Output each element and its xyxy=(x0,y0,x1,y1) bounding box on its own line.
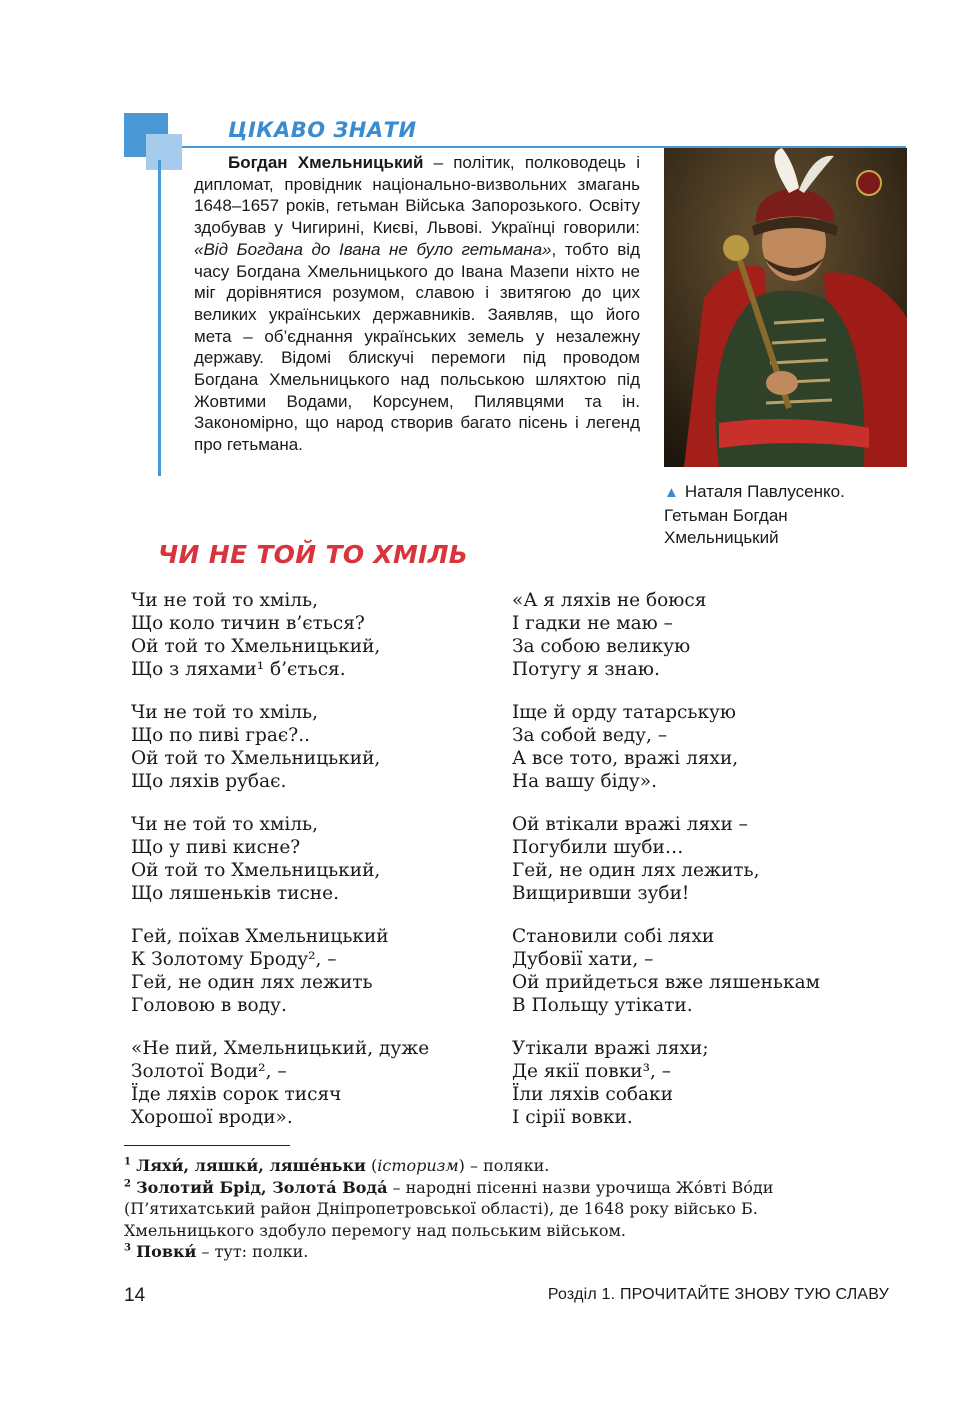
poem-line: В Польщу утікати. xyxy=(512,995,693,1016)
stanza xyxy=(512,701,872,793)
poem-title: ЧИ НЕ ТОЙ ТО ХМІЛЬ xyxy=(158,540,469,569)
poem-line: І гадки не маю – xyxy=(512,613,673,634)
poem-line: Вищиривши зуби! xyxy=(512,883,690,904)
portrait-image xyxy=(664,148,907,467)
footnote-number: 3 xyxy=(124,1242,131,1254)
poem-line: Іще й орду татарськую xyxy=(512,702,737,723)
poem-line: Що ляшеньків тисне. xyxy=(131,883,339,904)
info-box-text-part-2: , тобто від часу Богдана Хмельницького до Івана Мазепи ніхто не міг дорівнятися розумом, славою і звитягою до цих великих українських державників. Заявляв, що його мета – об’єднання українських земель у незалежну державу. Відомі блискучі перемоги під проводом Богдана Хмельницького над польською шляхтою під Жовтими Водами, Корсунем, Пилявцями та ін. Закономірно, що народ створив багато пісень і легенд про гетьмана. xyxy=(194,239,640,455)
poem-line: Ой той то Хмельницький, xyxy=(131,860,381,881)
info-box-marker-light xyxy=(146,134,182,170)
footnote-2 xyxy=(124,1177,864,1242)
info-box-vertical-rule xyxy=(158,160,161,476)
triangle-icon: ▲ xyxy=(664,484,679,501)
poem-line: Дубовії хати, – xyxy=(512,949,654,970)
poem-line: Гей, не один лях лежить, xyxy=(512,860,760,881)
poem-line: Чи не той то хміль, xyxy=(131,814,318,835)
poem-line: Ой той то Хмельницький, xyxy=(131,748,381,769)
footnote-definition: – народні пісенні назви урочища Жо́вті Во́ди (П’ятихатський район Дніпропетровської області), де 1648 року військо Б. Хмельницького здобуло перемогу над польським військом. xyxy=(124,1177,774,1240)
poem-line: За собою великую xyxy=(512,636,691,657)
info-box-name: Богдан Хмельницький xyxy=(228,153,424,172)
poem-line: Хорошої вроди». xyxy=(131,1107,293,1128)
info-box-quote: «Від Богдана до Івана не було гетьмана» xyxy=(194,239,552,259)
stanza xyxy=(512,589,872,681)
poem-line: Становили собі ляхи xyxy=(512,926,715,947)
poem-line: Де якії повки³, – xyxy=(512,1061,672,1082)
page-number: 14 xyxy=(124,1285,146,1306)
poem-column-left xyxy=(131,589,491,1149)
footnote-note: історизм xyxy=(377,1156,459,1175)
poem-line: Утікали вражі ляхи; xyxy=(512,1038,709,1059)
poem-line: Що ляхів рубає. xyxy=(131,771,287,792)
stanza xyxy=(131,925,491,1017)
stanza xyxy=(131,1037,491,1129)
caption-line-2: Гетьман Богдан xyxy=(664,505,788,525)
poem-line: Золотої Води², – xyxy=(131,1061,287,1082)
poem-line: Ой втікали вражі ляхи – xyxy=(512,814,748,835)
poem-line: Ой той то Хмельницький, xyxy=(131,636,381,657)
footnote-number: 2 xyxy=(124,1178,131,1190)
info-box-text-part-1: – політик, полководець і дипломат, провідник національно-визвольних змагань 1648–1657 років, гетьман Війська Запорозького. Освіту здобував у Чигирині, Києві, Львові. Українці говорили: xyxy=(194,153,640,238)
poem-line: Гей, не один лях лежить xyxy=(131,972,373,993)
footnote-number: 1 xyxy=(124,1156,131,1168)
poem-line: Що з ляхами¹ б’ється. xyxy=(131,659,346,680)
poem-line: Що у пиві кисне? xyxy=(131,837,301,858)
footnote-rule xyxy=(124,1145,290,1146)
poem-line: «Не пий, Хмельницький, дуже xyxy=(131,1038,430,1059)
poem-line: Ой прийдеться вже ляшенькам xyxy=(512,972,820,993)
footnotes xyxy=(124,1155,864,1263)
footnote-1 xyxy=(124,1155,864,1177)
info-box-text xyxy=(194,152,640,456)
poem-line: Головою в воду. xyxy=(131,995,287,1016)
footnote-3 xyxy=(124,1241,864,1263)
poem-line: Чи не той то хміль, xyxy=(131,590,318,611)
portrait-caption xyxy=(664,481,914,550)
info-box-title: ЦІКАВО ЗНАТИ xyxy=(228,118,417,142)
poem-line: На вашу біду». xyxy=(512,771,657,792)
stanza xyxy=(131,813,491,905)
caption-line-3: Хмельницький xyxy=(664,528,779,547)
poem-line: Їли ляхів собаки xyxy=(512,1084,673,1105)
poem-line: А все тото, вражі ляхи, xyxy=(512,748,739,769)
poem-line: Погубили шуби… xyxy=(512,837,684,858)
poem-line: Потугу я знаю. xyxy=(512,659,660,680)
footnote-term: Ляхи́, ляшки́, ляше́ньки xyxy=(136,1156,366,1175)
footnote-term: Золотий Брід, Золота́ Вода́ xyxy=(136,1177,388,1197)
poem-line: За собой веду, – xyxy=(512,725,668,746)
footnote-definition: – поляки. xyxy=(464,1156,550,1175)
footnote-term: Повки́ xyxy=(136,1242,197,1261)
poem-column-right xyxy=(512,589,872,1149)
footnote-definition: – тут: полки. xyxy=(196,1242,309,1261)
stanza xyxy=(131,589,491,681)
caption-line-1: Наталя Павлусенко. xyxy=(684,482,845,501)
poem-line: Що по пиві грає?.. xyxy=(131,725,310,746)
poem-line: Їде ляхів сорок тисяч xyxy=(131,1084,342,1105)
poem-line: І сірії вовки. xyxy=(512,1107,633,1128)
footnote-paren: ( xyxy=(365,1156,378,1175)
running-head: Розділ 1. ПРОЧИТАЙТЕ ЗНОВУ ТУЮ СЛАВУ xyxy=(547,1286,889,1303)
poem-line: «А я ляхів не боюся xyxy=(512,590,707,611)
stanza xyxy=(512,1037,872,1129)
stanza xyxy=(512,813,872,905)
poem-line: Чи не той то хміль, xyxy=(131,702,318,723)
poem-line: Гей, поїхав Хмельницький xyxy=(131,926,389,947)
stanza xyxy=(131,701,491,793)
poem-line: К Золотому Броду², – xyxy=(131,949,337,970)
footnote-paren: ) xyxy=(458,1156,465,1175)
poem-line: Що коло тичин в’ється? xyxy=(131,613,365,634)
stanza xyxy=(512,925,872,1017)
